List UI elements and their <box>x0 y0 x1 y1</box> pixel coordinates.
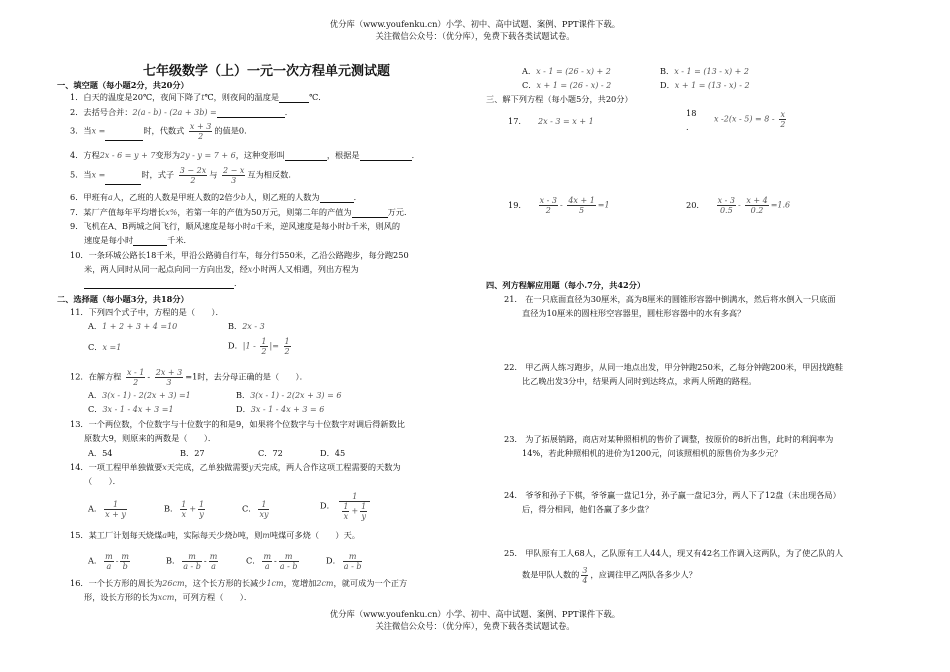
page-title: 七年级数学（上）一元一次方程单元测试题 <box>143 64 391 79</box>
question-6: 6．甲班有a人，乙班的人数是甲班人数的2倍少b人，则乙班的人数为 ． <box>70 192 362 202</box>
section-choice-heading: 二、选择题（每小题3分，共18分） <box>57 294 189 304</box>
question-13: 13．一个两位数，个位数字与十位数字的和是9，如果将个位数字与十位数字对调后得新数比 <box>70 419 405 429</box>
q15-option-b: B． $\frac{m}{a - b}$ - $\frac{m}{a}$ <box>166 552 218 571</box>
q14-option-c: C． $\frac{1}{xy}$ <box>242 500 269 519</box>
question-18: x -2(x - 5) = 8 - $\frac{x}{2}$ <box>714 110 786 129</box>
question-10-cont: 米，两人同时从同一起点向同一方向出发，经x小时两人又相遇，列出方程为 <box>84 264 359 274</box>
question-10-blank: ． <box>84 278 242 289</box>
q12-option-c: C．3x - 1 - 4x + 3 =1 <box>88 404 174 414</box>
q16-option-a: A．x - 1 = (26 - x) + 2 <box>522 66 611 76</box>
question-15: 15．某工厂计划每天烧煤a吨，实际每天少烧b吨，则m吨煤可多烧（ ）天。 <box>70 530 360 540</box>
question-22: 22. 甲乙两人练习跑步，从同一地点出发，甲分钟跑250米，乙每分钟跑200米，甲因找跑鞋 <box>504 362 844 372</box>
q13-option-c: C．72 <box>258 448 283 458</box>
q16-option-d: D．x + 1 = (13 - x) - 2 <box>660 80 750 90</box>
header-banner-line1: 优分库（www.youfenku.cn）小学、初中、高中试题、案例、PPT课件下载。 <box>329 19 621 29</box>
question-10: 10．一条环城公路长18千米，甲沿公路骑自行车，每分行550米，乙沿公路跑步，每分跑250 <box>70 250 409 260</box>
q14-option-a: A． $\frac{1}{x + y}$ <box>88 500 126 519</box>
section-fill-heading: 一、填空题（每小题2分，共20分） <box>57 80 189 90</box>
footer-banner-line1: 优分库（www.youfenku.cn）小学、初中、高中试题、案例、PPT课件下载。 <box>329 609 621 619</box>
question-18-number: 18 <box>686 108 697 118</box>
q15-option-a: A． $\frac{m}{a}$ - $\frac{m}{b}$ <box>88 552 129 571</box>
q12-option-b: B．3(x - 1) - 2(2x + 3) = 6 <box>236 390 342 400</box>
question-13-cont: 原数大9，则原来的两数是（ ）． <box>84 433 217 443</box>
q15-option-c: C． $\frac{m}{a}$ - $\frac{m}{a - b}$ <box>246 552 298 571</box>
question-22-cont: 比乙晚出发3分中，结果两人同时到达终点，求两人所跑的路程。 <box>522 376 757 386</box>
question-1: 1．白天的温度是20℃，夜间下降了t℃，则夜间的温度是 ℃． <box>70 92 327 102</box>
question-4: 4．方程2x - 6 = y + 7变形为2y - y = 7 + 6，这种变形叫 ，根据是 ． <box>70 150 420 160</box>
footer-banner-line2: 关注微信公众号：（优分库），免费下载各类试题试卷。 <box>375 621 575 631</box>
question-18-dot: . <box>686 122 689 132</box>
q11-option-b: B．2x - 3 <box>228 321 265 331</box>
q13-option-d: D．45 <box>320 448 346 458</box>
section-solve-heading: 三、解下列方程（每小题5分，共20分） <box>486 94 633 104</box>
q13-option-a: A．54 <box>88 448 113 458</box>
question-12: 12．在解方程 $\frac{x - 1}{2}$ - $\frac{2x + 3}{3}$ =1时，去分母正确的是（ ）． <box>70 368 308 387</box>
q11-option-a: A．1 + 2 + 3 + 4 =10 <box>88 321 178 331</box>
question-19: 19. $\frac{x - 3}{2}$ - $\frac{4x + 1}{5}$ =1 <box>508 196 610 215</box>
question-16: 16．一个长方形的周长为26cm，这个长方形的长减少1cm，宽增加2cm，就可成为一个正方 <box>70 578 408 588</box>
question-14-cont: （ ）． <box>84 476 121 486</box>
q13-option-b: B．27 <box>180 448 205 458</box>
question-3: 3．当x = 时，代数式 $\frac{x + 3}{2}$ 的值是0． <box>70 122 253 141</box>
question-16-cont: 形，设长方形的长为xcm，可列方程（ ）． <box>84 592 253 602</box>
question-5: 5．当x = 时，式子 $\frac{3 - 2x}{2}$ 与 $\frac{2 - x}{3}$ 互为相反数． <box>70 166 297 185</box>
question-23: 23. 为了拓展销路，商店对某种照相机的售价了调整，按原价的8折出售，此时的利润率为 <box>504 434 834 444</box>
question-17: 17. 2x - 3 = x + 1 <box>508 116 594 126</box>
question-7: 7．某厂产值每年平均增长x%，若第一年的产值为50万元，则第二年的产值为 万元． <box>70 207 413 217</box>
section-apply-heading: 四、列方程解应用题（每小.7分，共42分） <box>486 280 646 290</box>
q14-option-b: B． $\frac{1}{x}$ + $\frac{1}{y}$ <box>164 500 205 519</box>
question-14: 14．一项工程甲单独做要x天完成，乙单独做需要y天完成，两人合作这项工程需要的天数为 <box>70 462 401 472</box>
q14-option-d: D． 1 $\frac{1}{x}$ + $\frac{1}{y}$ <box>320 492 372 521</box>
question-9-cont: 速度是每小时 千米． <box>84 235 192 245</box>
question-24-cont: 后，得分相同，他们各赢了多少盘？ <box>522 504 654 514</box>
question-23-cont: 14%，若此种照相机的进价为1200元，问该照相机的原售价为多少元？ <box>522 448 783 458</box>
question-11: 11．下列四个式子中，方程的是（ ）． <box>70 307 224 317</box>
question-25: 25. 甲队原有工人68人，乙队原有工人44人，现又有42名工作调入这两队，为了使乙队的人 <box>504 548 844 558</box>
question-25-cont: 数是甲队人数的 $\frac{3}{4}$ ，应调往甲乙两队各多少人？ <box>522 566 697 585</box>
question-21-cont: 直径为10厘米的圆柱形空容器里，圆柱形容器中的水有多高？ <box>522 308 746 318</box>
q12-option-d: D．3x - 1 - 4x + 3 = 6 <box>236 404 325 414</box>
question-2: 2．去括号合并：2(a - b) - (2a + 3b) = ． <box>70 107 293 117</box>
question-20: 20. $\frac{x - 3}{0.5}$ - $\frac{x + 4}{0.2}$ =1.6 <box>686 196 791 215</box>
header-banner-line2: 关注微信公众号：（优分库），免费下载各类试题试卷。 <box>375 31 575 41</box>
q12-option-a: A．3(x - 1) - 2(2x + 3) =1 <box>88 390 191 400</box>
q11-option-d: D．|1 - $\frac{1}{2}$ |= $\frac{1}{2}$ <box>228 337 290 356</box>
q16-option-c: C．x + 1 = (26 - x) - 2 <box>522 80 612 90</box>
question-24: 24. 爷爷和孙子下棋，爷爷赢一盘记1分，孙子赢一盘记3分，两人下了12盘（未出现各局） <box>504 490 841 500</box>
q16-option-b: B．x - 1 = (13 - x) + 2 <box>660 66 749 76</box>
question-9: 9．飞机在A、B两城之间飞行，顺风速度是每小时a千米，逆风速度是每小时b千米，则风的 <box>70 221 401 231</box>
question-21: 21. 在一只底面直径为30厘米，高为8厘米的圆锥形容器中倒满水，然后将水倒入一只底面 <box>504 294 836 304</box>
q11-option-c: C．x =1 <box>88 342 122 352</box>
q15-option-d: D． $\frac{m}{a - b}$ <box>326 552 362 571</box>
